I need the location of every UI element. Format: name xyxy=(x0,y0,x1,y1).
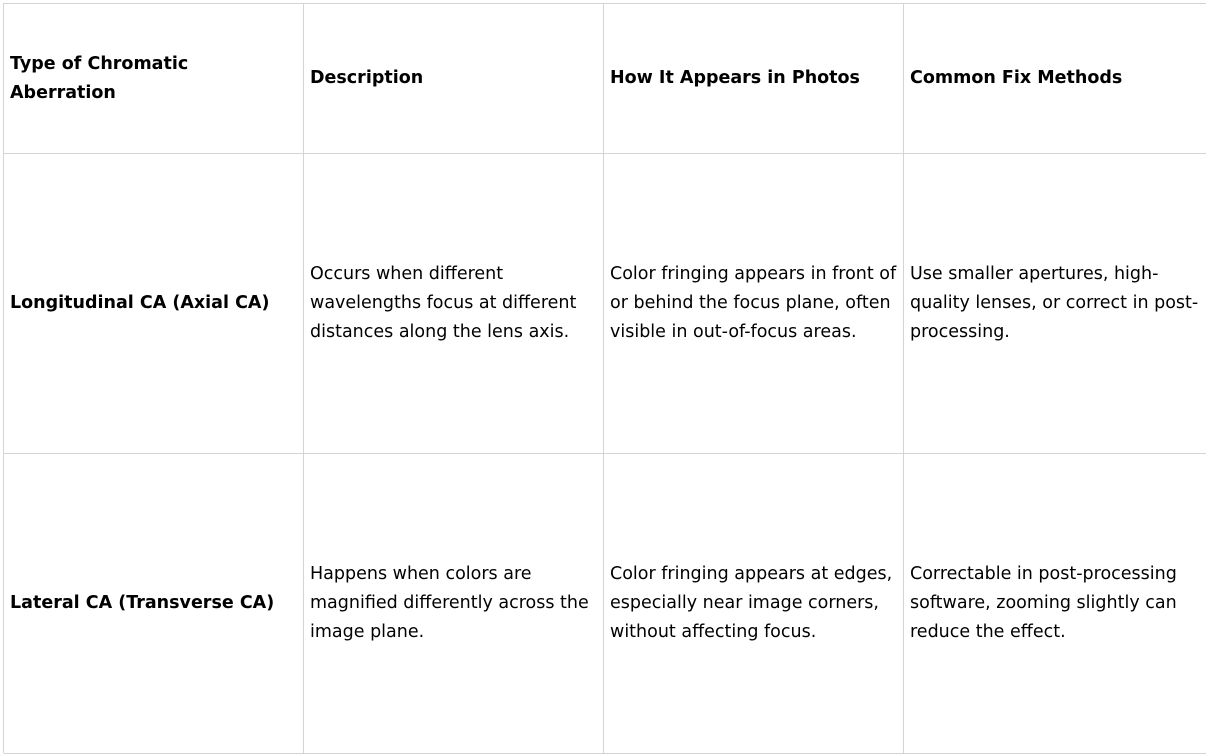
row-type-text: Lateral CA (Transverse CA) xyxy=(10,593,275,613)
row-fix-text: Use smaller apertures, high-quality lenses, or correct in post-processing. xyxy=(910,264,1199,342)
row-lateral-description-cell[interactable] xyxy=(304,454,604,754)
row-fix-text: Correctable in post-processing software, zooming slightly can reduce the effect. xyxy=(910,564,1177,642)
row-appearance-text: Color fringing appears in front of or behind the focus plane, often visible in out-of-focus areas. xyxy=(610,264,897,342)
row-longitudinal-appearance-cell[interactable] xyxy=(604,154,904,454)
header-appearance-label: How It Appears in Photos xyxy=(610,68,860,88)
row-lateral-fix-cell[interactable] xyxy=(904,454,1206,754)
row-type-text: Longitudinal CA (Axial CA) xyxy=(10,293,270,313)
header-description-label: Description xyxy=(310,68,424,88)
row-appearance-text: Color fringing appears at edges, especially near image corners, without affecting focus. xyxy=(610,564,893,642)
row-longitudinal-fix-cell[interactable] xyxy=(904,154,1206,454)
header-fix-label: Common Fix Methods xyxy=(910,68,1123,88)
row-longitudinal-description-cell[interactable] xyxy=(304,154,604,454)
row-lateral-appearance-cell[interactable] xyxy=(604,454,904,754)
comparison-table xyxy=(3,3,1206,753)
row-description-text: Happens when colors are magnified differently across the image plane. xyxy=(310,564,589,642)
header-cell-description[interactable] xyxy=(304,4,604,154)
header-cell-appearance[interactable] xyxy=(604,4,904,154)
row-longitudinal-type-cell[interactable] xyxy=(4,154,304,454)
row-lateral-type-cell[interactable] xyxy=(4,454,304,754)
header-cell-type[interactable] xyxy=(4,4,304,154)
header-cell-fix[interactable] xyxy=(904,4,1206,154)
header-type-label: Type of Chromatic Aberration xyxy=(10,53,189,103)
row-description-text: Occurs when different wavelengths focus at different distances along the lens axis. xyxy=(310,264,577,342)
